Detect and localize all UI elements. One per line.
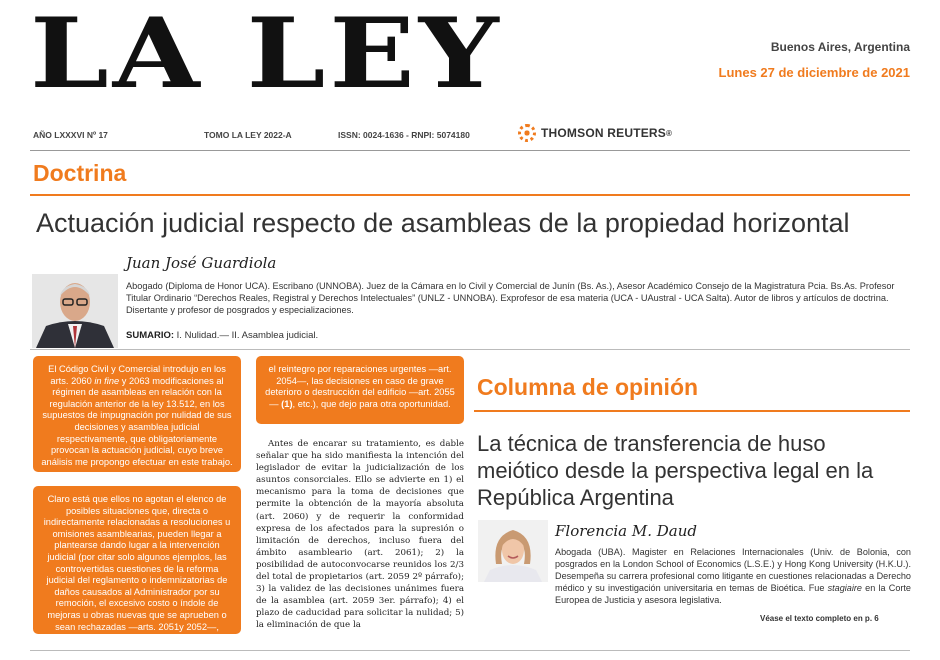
article-body: Antes de encarar su tratamiento, es dable señalar que ha sido manifiesta la intención del legislador de evitar la judicialización de los asuntos consorciales. Ello se advierte en 1) el mecanismo para la toma de decisiones que permite la obtención de la mayoría absoluta (art. 2060) y de requerir la conformidad expresa de los afectados para la supresión o limitación de derechos, incluso fuera del ámbito asambleario (art. 2061); 2) la posibilidad de autoconvocarse reunidos los 2/3 del total de propietarios (art. 2059 2º párrafo); 3) la validez de las decisiones unánimes fuera de la asamblea (art. 2059 3er. párrafo); 4) el plazo de caducidad para solicitar la nulidad; 5) la eliminación de que la [256,439,464,631]
issn: ISSN: 0024-1636 - RNPI: 5074180 [338,130,470,140]
publisher-name: THOMSON REUTERS [541,126,667,140]
sumario-text: I. Nulidad.— II. Asamblea judicial. [176,330,319,341]
author-name: Juan José Guardiola [126,254,277,272]
publication-date: Lunes 27 de diciembre de 2021 [718,65,910,80]
bio-divider [30,349,910,350]
author-bio: Abogado (Diploma de Honor UCA). Escribano (UNNOBA). Juez de la Cámara en lo Civil y Comercial de Junín (Bs. As.), Asesor Académico Consejo de la Magistratura Pcia. Bs.As. Profesor Titular Ordinario “Derechos Reales, Registral y Derechos Intelectuales” (UNLZ - UNNOBA). Exprofesor de esa materia (UCA - UAustral - UCA Salta). Autor de libros y artículos de doctrina. Disertante y profesor de posgrados y especializaciones. [126,281,895,315]
abstract-italic: in fine [94,375,120,386]
highlight-text-a: el reintegro por reparaciones urgentes —art. 2054—, las decisiones en caso de grave deterioro o destrucción del edificio —art. 2055— [265,364,455,409]
footer-divider [30,650,910,651]
author-photo [32,274,118,348]
masthead-logo: LA LEY [30,0,503,111]
opinion-bio-a: Abogada (UBA). Magister en Relaciones Internacionales (Univ. de Bolonia, con posgrados en la London School of Economics (L.S.E.) y Hong Kong University (H.K.U.). Desempeña su carrera profesional como litigante en cuestiones relacionadas a Derecho médico y su investigación universitaria en temas de Bioética. Fue [555,547,911,593]
footnote-ref: (1) [281,398,293,409]
opinion-author-portrait-icon [478,520,548,582]
issue-number: AÑO LXXXVI Nº 17 [33,130,108,140]
registered-mark: ® [666,128,673,138]
publisher-logo [518,124,672,142]
opinion-bio-italic: stagiaire [827,583,862,593]
opinion-divider [474,410,910,412]
abstract-box [33,356,241,472]
highlight-text-c: , etc.), que dejo para otra oportunidad. [292,398,451,409]
opinion-author-name: Florencia M. Daud [555,522,697,540]
sumario-label: SUMARIO: [126,330,175,341]
abstract-text-a: El Código Civil y Comercial introdujo en los arts. 2060 [48,364,226,386]
highlight-box-continued [256,356,464,424]
see-full-text-link: Véase el texto completo en p. 6 [760,614,879,623]
tomo: TOMO LA LEY 2022-A [204,130,292,140]
abstract-text-c: y 2063 modificaciones al régimen de asambleas en relación con la regulación anterior de la ley 13.512, en los supuestos de impugnación por nulidad de sus decisiones y asamblea judicial respectivamente, que obligatoriamente provocan la actuación judicial, cuyo breve análisis me propongo efectuar en este trabajo. [41,375,233,467]
opinion-author-photo [478,520,548,582]
author-portrait-icon [32,274,118,348]
section-opinion: Columna de opinión [477,374,699,400]
article-headline: Actuación judicial respecto de asambleas de la propiedad horizontal [36,208,850,238]
city: Buenos Aires, Argentina [770,40,910,54]
sumario [126,330,318,341]
section-divider [30,194,910,196]
opinion-headline: La técnica de transferencia de huso meiótico desde la perspectiva legal en la República Argentina [477,431,874,510]
opinion-bio-c: en la Corte Europea de Justicia y asesora legislativa. [555,583,911,605]
thomson-reuters-icon [518,124,536,142]
highlight-box: Claro está que ellos no agotan el elenco de posibles situaciones que, directa o indirectamente relacionadas a resoluciones u omisiones asamblearias, pueden llegar a plantearse dando lugar a la intervención judicial (por citar solo algunos ejemplos, las controvertidas cuestiones de la reforma judicial del reglamento o indemnizatorias de daños causados al Administrador por su remoción, el excesivo costo o índole de mejoras u obras nuevas que se aprueben o sean rechazadas —arts. 2051y 2052—, [33,486,241,634]
header-divider [30,150,910,151]
section-doctrina: Doctrina [33,160,127,186]
opinion-author-bio [555,546,911,606]
